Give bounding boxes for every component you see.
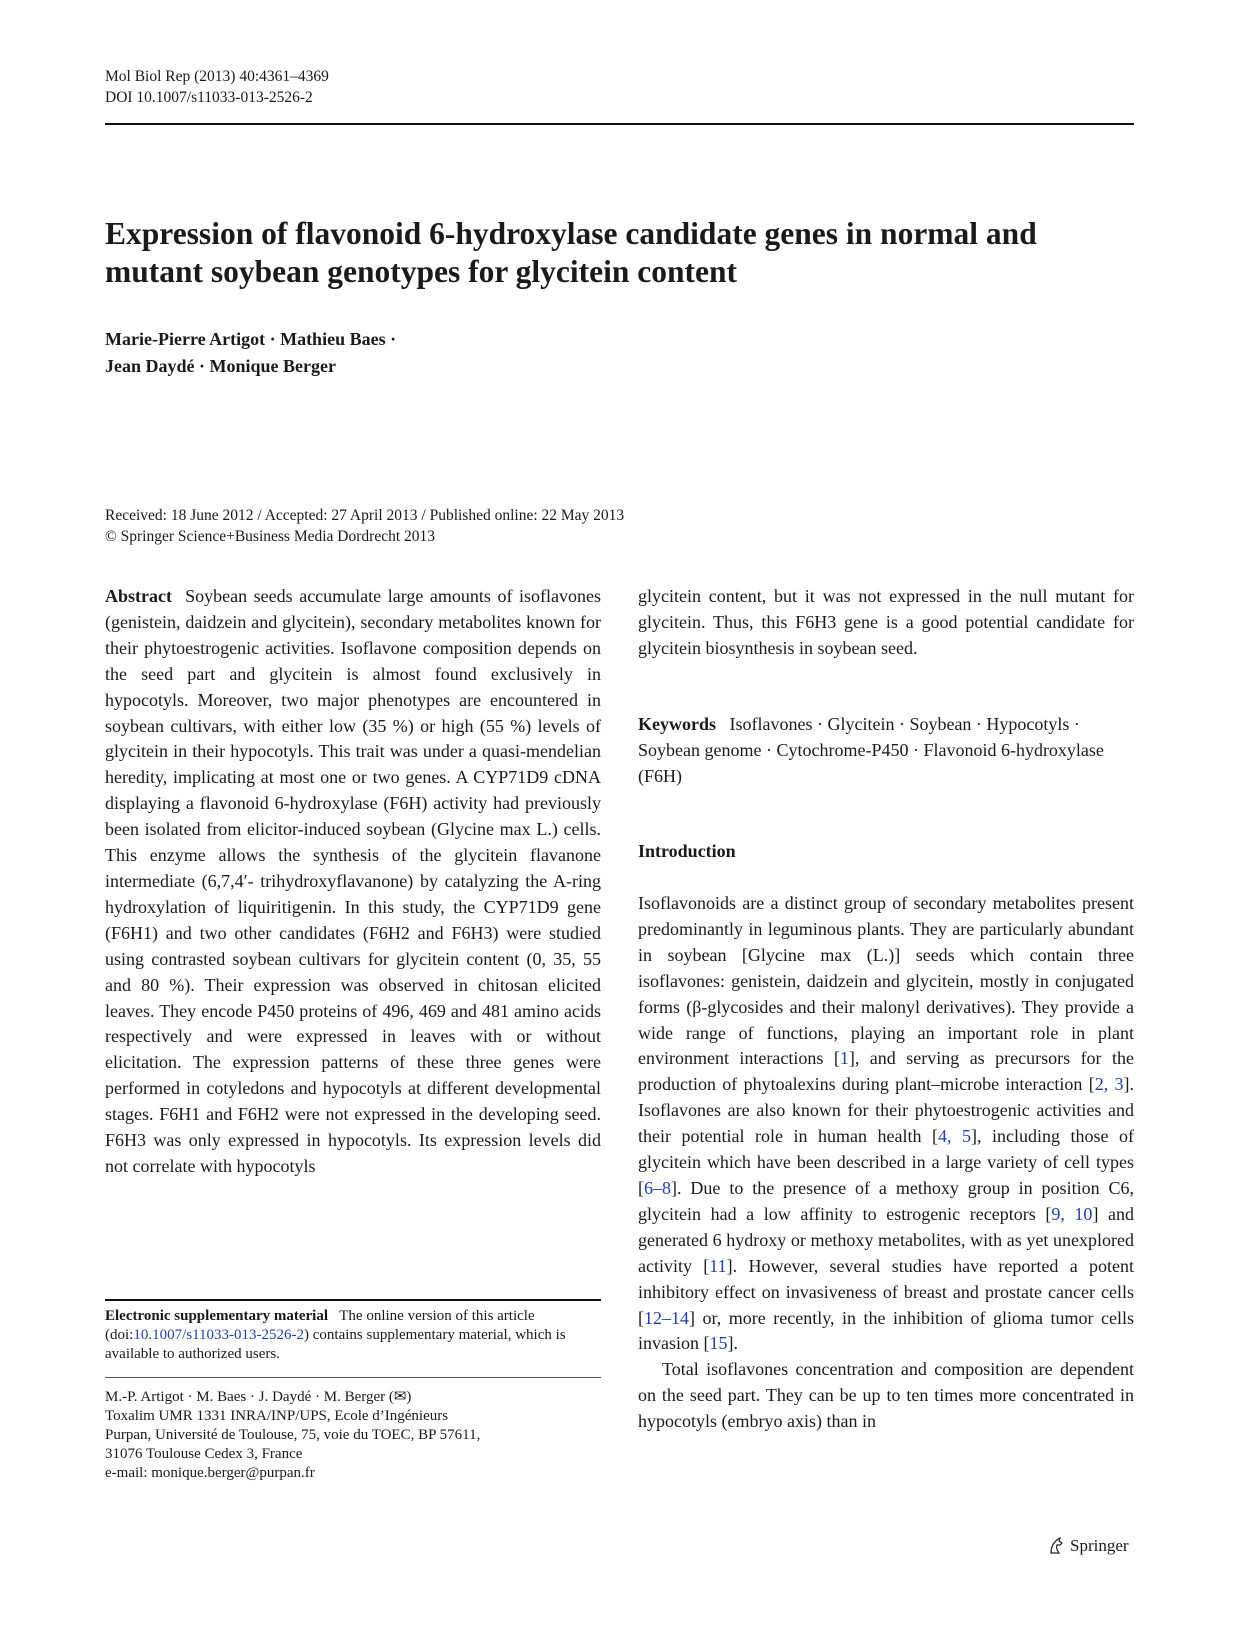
citation-ref-5[interactable]: 9, 10	[1051, 1203, 1093, 1224]
esm-text-1: The online version of this article (doi:	[105, 1308, 535, 1343]
left-column	[105, 584, 601, 1180]
publisher-name: Springer	[1070, 1536, 1129, 1555]
esm-footnote	[105, 1307, 601, 1364]
citation-ref-7[interactable]: 12–14	[644, 1307, 689, 1328]
keywords-label: Keywords	[638, 714, 716, 734]
intro-paragraph-2: Total isoflavones concentration and composition are dependent on the seed part. They can be up to ten times more concentrated in hypocotyls (embryo axis) than in	[638, 1359, 1134, 1432]
esm-doi-link[interactable]: 10.1007/s11033-013-2526-2	[133, 1327, 305, 1343]
introduction-heading: Introduction	[638, 841, 736, 861]
affiliation-line-2: Purpan, Université de Toulouse, 75, voie du TOEC, BP 57611,	[105, 1427, 481, 1443]
copyright-notice: © Springer Science+Business Media Dordrecht 2013	[105, 528, 436, 545]
esm-label: Electronic supplementary material	[105, 1308, 329, 1324]
affiliation-block	[105, 1388, 601, 1483]
keywords-text: Isoflavones · Glycitein · Soybean · Hypocotyls · Soybean genome · Cytochrome-P450 · Flavonoid 6-hydroxylase (F6H)	[638, 714, 1104, 786]
citation-ref-3[interactable]: 4, 5	[937, 1126, 971, 1147]
article-title: Expression of flavonoid 6-hydroxylase candidate genes in normal and mutant soybean genotypes for glycitein content	[105, 216, 1037, 289]
intro-text-b: ], and serving as precursors for the production of phytoalexins during plant–microbe interaction [	[638, 1048, 1134, 1095]
authors-line-2: Jean Daydé · Monique Berger	[105, 356, 336, 376]
intro-text-i: ].	[727, 1333, 738, 1354]
citation-ref-6[interactable]: 11	[709, 1255, 727, 1276]
abstract-label: Abstract	[105, 586, 172, 606]
citation-ref-8[interactable]: 15	[709, 1333, 728, 1354]
intro-text-h: ] or, more recently, in the inhibition of glioma tumor cells invasion [	[638, 1307, 1134, 1354]
springer-horse-icon	[1048, 1537, 1064, 1555]
intro-text-c: ]. Isoflavones are also known for their phytoestrogenic activities and their potential role in human health [	[638, 1074, 1135, 1147]
history-dates: Received: 18 June 2012 / Accepted: 27 April 2013 / Published online: 22 May 2013	[105, 507, 625, 524]
footnote-rule	[105, 1299, 601, 1301]
publisher-footer	[1048, 1536, 1129, 1556]
citation-ref-1[interactable]: 1	[839, 1048, 849, 1069]
corresponding-email[interactable]: e-mail: monique.berger@purpan.fr	[105, 1465, 315, 1481]
abstract-text: Soybean seeds accumulate large amounts of isoflavones (genistein, daidzein and glycitein), secondary metabolites known for their phytoestrogenic activities. Isoflavone composition depends on the seed part and glycitein is almost found exclusively in hypocotyls. Moreover, two major phenotypes are encountered in soybean cultivars, with either low (35 %) or high (55 %) levels of glycitein in their hypocotyls. This trait was under a quasi-mendelian heredity, implicating at most one or two genes. A CYP71D9 cDNA displaying a flavonoid 6-hydroxylase (F6H) activity had previously been isolated from elicitor-induced soybean (Glycine max L.) cells. This enzyme allows the synthesis of the glycitein flavanone intermediate (6,7,4′- trihydroxyflavanone) by catalyzing the A-ring hydroxylation of liquiritigenin. In this study, the CYP71D9 gene (F6H1) and two other candidates (F6H2 and F6H3) were studied using contrasted soybean cultivars for glycitein content (0, 35, 55 and 80 %). Their expression was observed in chitosan elicited leaves. They encode P450 proteins of 496, 469 and 481 amino acids respectively and were expressed in leaves with or without elicitation. The expression patterns of these three genes were performed in cotyledons and hypocotyls at different developmental stages. F6H1 and F6H2 were not expressed in the developing seed. F6H3 was only expressed in hypocotyls. Its expression levels did not correlate with hypocotyls	[105, 586, 601, 1176]
affiliation-rule	[105, 1377, 601, 1378]
intro-text-g: ]. However, several studies have reported a potent inhibitory effect on invasiveness of breast and prostate cancer cells [	[638, 1255, 1134, 1328]
citation-ref-4[interactable]: 6–8	[644, 1177, 671, 1198]
citation-ref-2[interactable]: 2, 3	[1094, 1074, 1124, 1095]
journal-doi: DOI 10.1007/s11033-013-2526-2	[105, 89, 313, 106]
abstract	[105, 584, 601, 1180]
affiliation-line-1: Toxalim UMR 1331 INRA/INP/UPS, Ecole d’Ingénieurs	[105, 1408, 449, 1424]
author-list	[105, 326, 396, 380]
intro-text-a: Isoflavonoids are a distinct group of secondary metabolites present predominantly in leguminous plants. They are particularly abundant in soybean [Glycine max (L.)] seeds which contain three isoflavones: genistein, daidzein and glycitein, mostly in conjugated forms (β-glycosides and their malonyl derivatives). They provide a wide range of functions, playing an important role in plant environment interactions [	[638, 893, 1134, 1069]
header-rule	[105, 123, 1134, 125]
keywords-block	[638, 712, 1134, 790]
intro-text-e: ]. Due to the presence of a methoxy group in position C6, glycitein had a low affinity to estrogenic receptors [	[638, 1177, 1134, 1224]
abstract-continued-text: glycitein content, but it was not expressed in the null mutant for glycitein. Thus, this F6H3 gene is a good potential candidate for glycitein biosynthesis in soybean seed.	[638, 586, 1134, 658]
intro-text-d: ], including those of glycitein which have been described in a large variety of cell types [	[638, 1126, 1135, 1198]
affiliation-line-3: 31076 Toulouse Cedex 3, France	[105, 1446, 303, 1462]
journal-header	[105, 66, 329, 108]
abstract-continued	[638, 584, 1134, 662]
esm-text-2: ) contains supplementary material, which is available to authorized users.	[105, 1327, 566, 1362]
journal-citation: Mol Biol Rep (2013) 40:4361–4369	[105, 68, 329, 85]
affiliation-names: M.-P. Artigot · M. Baes · J. Daydé · M. Berger (✉)	[105, 1389, 412, 1405]
intro-text-f: ] and generated 6 hydroxy or methoxy metabolites, with as yet unexplored activity [	[638, 1203, 1135, 1276]
authors-line-1: Marie-Pierre Artigot · Mathieu Baes ·	[105, 329, 397, 349]
publication-dates	[105, 505, 624, 547]
intro-paragraph-1	[638, 891, 1134, 1357]
introduction-body	[638, 891, 1134, 1435]
